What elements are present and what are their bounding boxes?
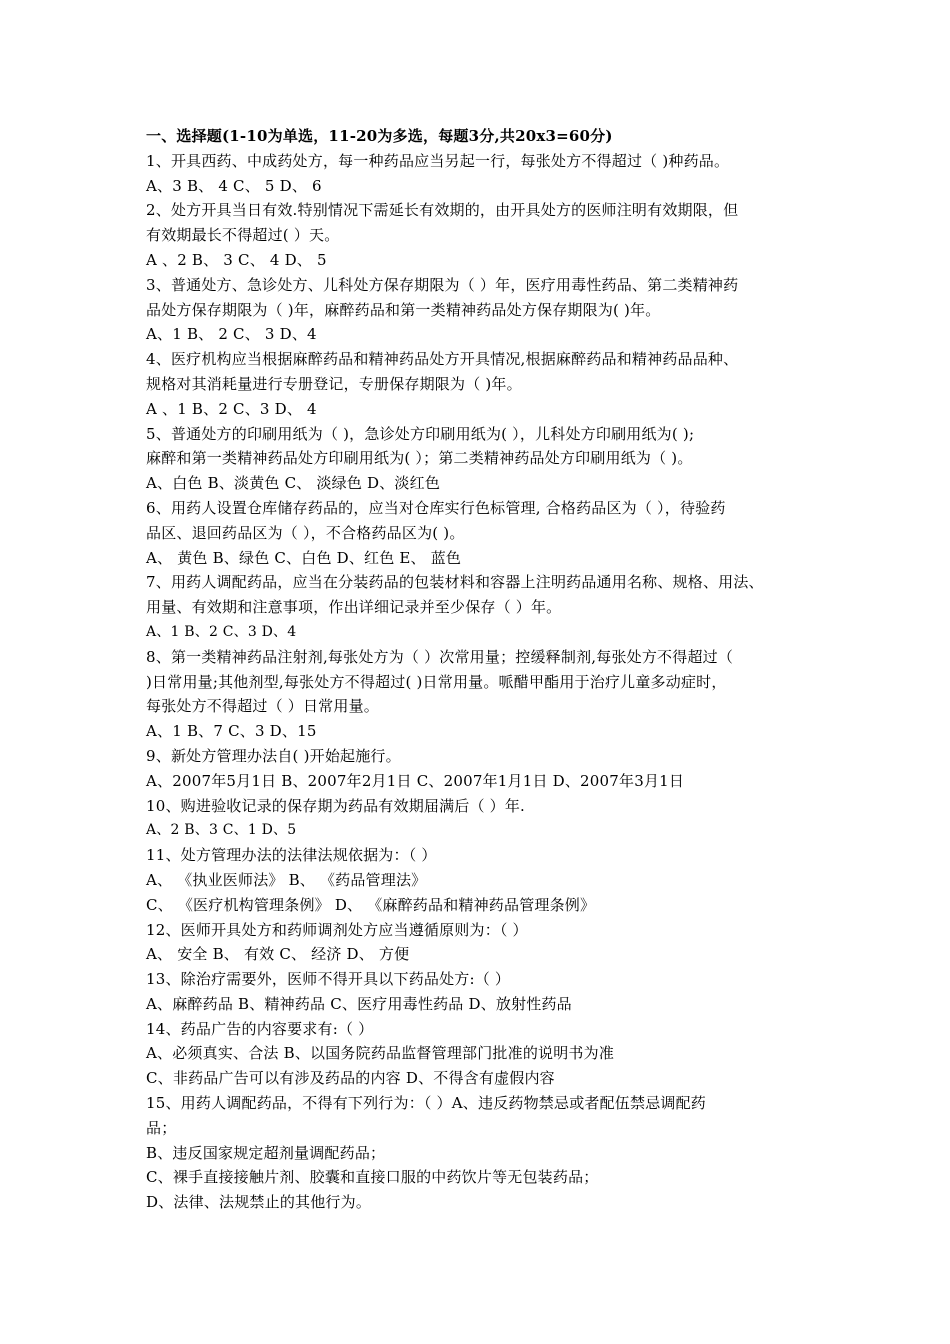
question-list bbox=[146, 149, 826, 1215]
text-line: 每张处方不得超过（ ）日常用量。 bbox=[146, 697, 379, 716]
text-line: 用量、有效期和注意事项，作出详细记录并至少保存（ ）年。 bbox=[146, 598, 562, 617]
text-line: 8、第一类精神药品注射剂,每张处方为（ ）次常用量；控缓释制剂,每张处方不得超过（ bbox=[146, 647, 734, 666]
text-line: A、 《执业医师法》 B、 《药品管理法》 bbox=[146, 870, 427, 889]
text-line: C、裸手直接接触片剂、胶囊和直接口服的中药饮片等无包装药品； bbox=[146, 1168, 599, 1187]
text-line: 15、用药人调配药品，不得有下列行为：（ ）A、违反药物禁忌或者配伍禁忌调配药 bbox=[146, 1094, 706, 1113]
text-line: A、1 B、 2 C、 3 D、4 bbox=[146, 325, 317, 344]
text-line: A、白色 B、淡黄色 C、 淡绿色 D、淡红色 bbox=[146, 474, 441, 493]
text-line: 4、医疗机构应当根据麻醉药品和精神药品处方开具情况,根据麻醉药品和精神药品品种、 bbox=[146, 350, 739, 369]
text-line: 3、普通处方、急诊处方、儿科处方保存期限为（ ）年，医疗用毒性药品、第二类精神药 bbox=[146, 275, 739, 294]
text-line: A、2 B、3 C、1 D、5 bbox=[146, 822, 297, 839]
text-line: )日常用量;其他剂型,每张处方不得超过( )日常用量。哌醋甲酯用于治疗儿童多动症时， bbox=[146, 672, 727, 691]
text-line: 14、药品广告的内容要求有:（ ） bbox=[146, 1019, 374, 1038]
text-line: 品区、退回药品区为（ ），不合格药品区为( )。 bbox=[146, 523, 465, 542]
text-line: 品； bbox=[146, 1118, 177, 1137]
text-line: A、3 B、 4 C、 5 D、 6 bbox=[146, 176, 322, 195]
text-line: A 、2 B、 3 C、 4 D、 5 bbox=[146, 250, 327, 269]
text-line: 5、普通处方的印刷用纸为（ )，急诊处方印刷用纸为( ），儿科处方印刷用纸为( ); bbox=[146, 424, 695, 443]
text-line: 11、处方管理办法的法律法规依据为：（ ） bbox=[146, 846, 437, 865]
text-line: A、必须真实、合法 B、以国务院药品监督管理部门批准的说明书为准 bbox=[146, 1044, 615, 1063]
text-line: A、1 B、2 C、3 D、4 bbox=[146, 623, 297, 640]
text-line: A、 安全 B、 有效 C、 经济 D、 方便 bbox=[146, 945, 410, 964]
document-body bbox=[146, 124, 826, 1215]
text-line: 13、除治疗需要外，医师不得开具以下药品处方:（ ） bbox=[146, 970, 511, 989]
text-line: 2、处方开具当日有效.特别情况下需延长有效期的，由开具处方的医师注明有效期限，但 bbox=[146, 201, 739, 220]
text-line: 12、医师开具处方和药师调剂处方应当遵循原则为：（ ） bbox=[146, 920, 528, 939]
section-heading: 一、选择题(1-10为单选，11-20为多选，每题3分,共20x3=60分) bbox=[146, 127, 613, 145]
text-line: 7、用药人调配药品，应当在分装药品的包装材料和容器上注明药品通用名称、规格、用法、 bbox=[146, 573, 764, 592]
text-line: A、麻醉药品 B、精神药品 C、医疗用毒性药品 D、放射性药品 bbox=[146, 994, 572, 1013]
text-line: A、2007年5月1日 B、2007年2月1日 C、2007年1月1日 D、2007年3月1日 bbox=[146, 771, 685, 790]
text-line: 9、新处方管理办法自( )开始起施行。 bbox=[146, 746, 401, 765]
text-line: 品处方保存期限为（ )年，麻醉药品和第一类精神药品处方保存期限为( )年。 bbox=[146, 300, 661, 319]
text-line: B、违反国家规定超剂量调配药品； bbox=[146, 1143, 386, 1162]
text-line: C、非药品广告可以有涉及药品的内容 D、不得含有虚假内容 bbox=[146, 1069, 555, 1088]
text-line: A 、1 B、2 C、3 D、 4 bbox=[146, 399, 317, 418]
text-line: 10、购进验收记录的保存期为药品有效期届满后（ ）年. bbox=[146, 796, 526, 815]
text-line: 6、用药人设置仓库储存药品的，应当对仓库实行色标管理, 合格药品区为（ ），待验药 bbox=[146, 498, 726, 517]
text-line: 1、开具西药、中成药处方，每一种药品应当另起一行，每张处方不得超过（ )种药品。 bbox=[146, 151, 730, 170]
text-line: 规格对其消耗量进行专册登记，专册保存期限为（ )年。 bbox=[146, 374, 522, 393]
text-line: A、 黄色 B、绿色 C、白色 D、红色 E、 蓝色 bbox=[146, 548, 462, 567]
text-line: D、法律、法规禁止的其他行为。 bbox=[146, 1193, 372, 1212]
text-line: 麻醉和第一类精神药品处方印刷用纸为( ）；第二类精神药品处方印刷用纸为（ )。 bbox=[146, 449, 693, 468]
text-line: 有效期最长不得超过( ）天。 bbox=[146, 226, 340, 245]
text-line: C、 《医疗机构管理条例》 D、 《麻醉药品和精神药品管理条例》 bbox=[146, 895, 596, 914]
text-line: A、1 B、7 C、3 D、15 bbox=[146, 722, 317, 741]
